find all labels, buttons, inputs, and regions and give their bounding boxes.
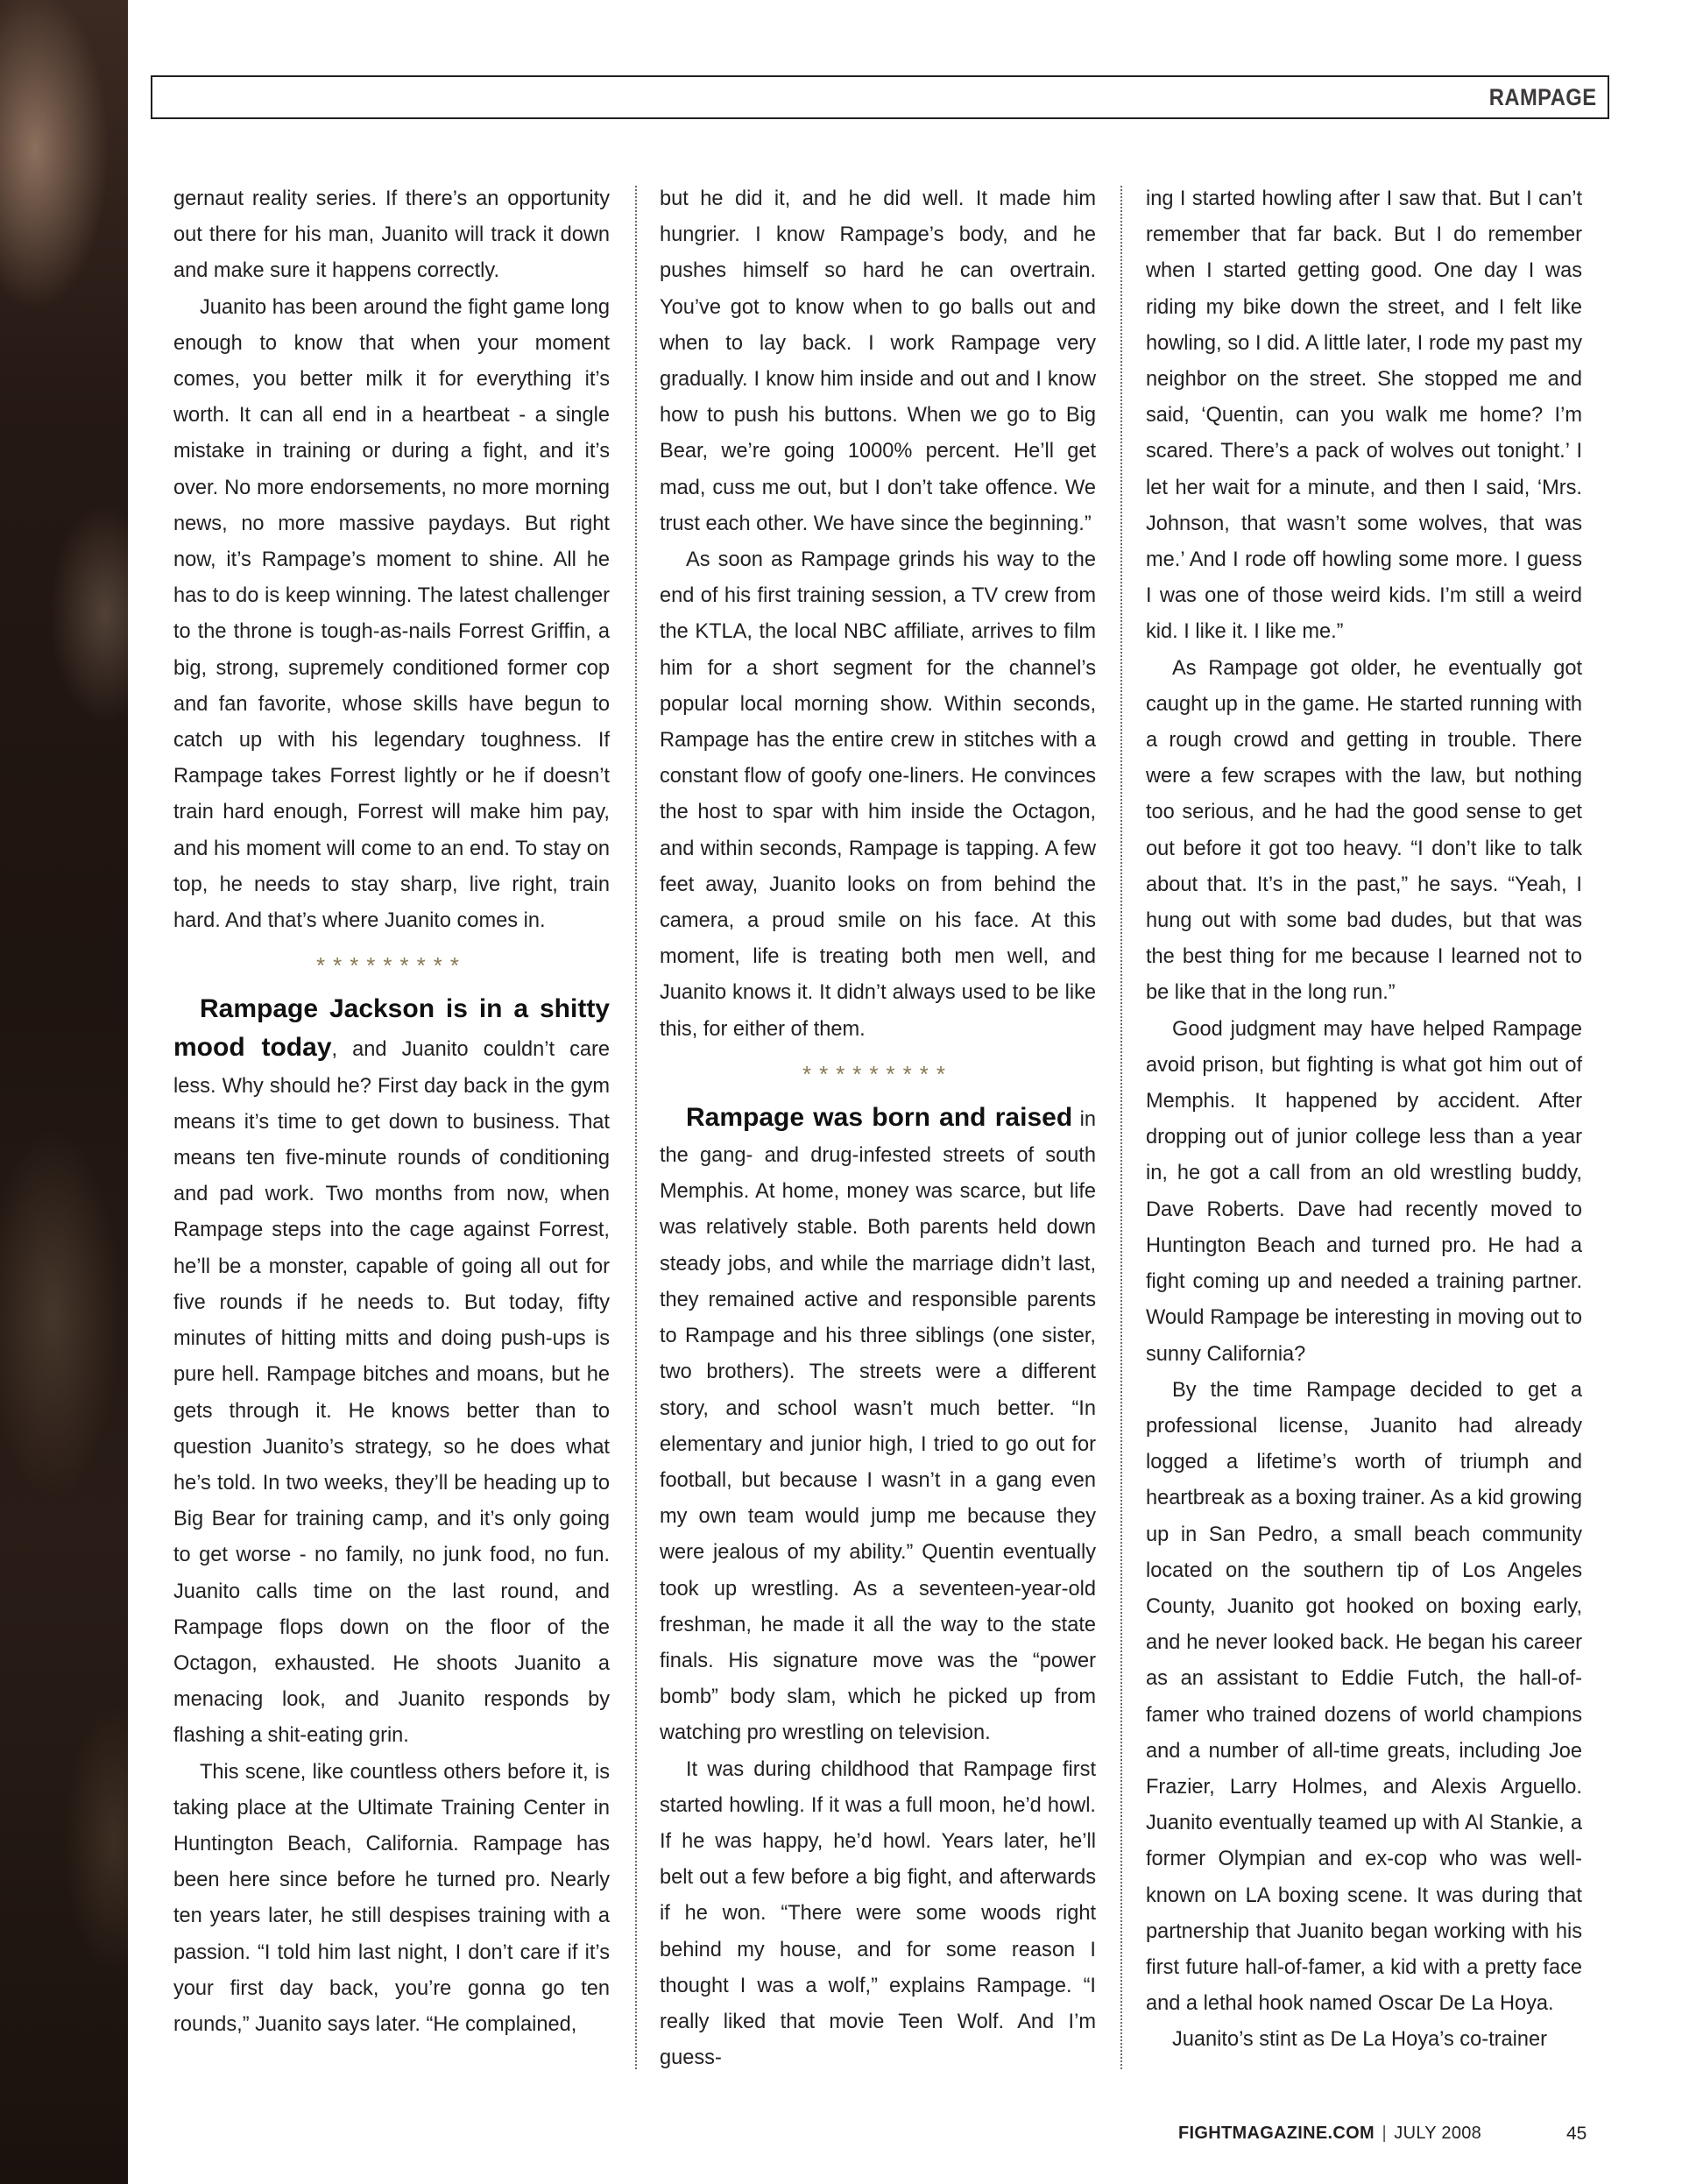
paragraph xyxy=(660,1099,1096,1752)
paragraph: ing I started howling after I saw that. But I can’t remember that far back. But I do remember when I started getting good. One day I was riding my bike down the street, and I felt like howling, so I did. A little later, I rode my past my neighbor on the street. She stopped me and said, ‘Quentin, can you walk me home? I’m scared. There’s a pack of wolves out tonight.’ I let her wait for a minute, and then I said, ‘Mrs. Johnson, that wasn’t some wolves, that was me.’ And I rode off howling some more. I guess I was one of those weird kids. I’m still a weird kid. I like it. I like me.” xyxy=(1146,187,1582,644)
section-title: RAMPAGE xyxy=(1489,84,1597,110)
paragraph: This scene, like countless others before it, is taking place at the Ultimate Training Center in Huntington Beach, California. Rampage has been here since before he turned pro. Nearly ten years later, he still despises training with a passion. “I told him last night, I don’t care if it’s your first day back, you’re gonna go ten rounds,” Juanito says later. “He complained, xyxy=(173,1760,610,2036)
paragraph: As Rampage got older, he eventually got caught up in the game. He started running with a rough crowd and getting in trouble. There were a few scrapes with the law, but nothing too serious, and he had the good sense to get out before it got too heavy. “I don’t like to talk about that. It’s in the past,” he says. “Yeah, I hung out with some bad dudes, but that was the best thing for me because I learned not to be like that in the long run.” xyxy=(1146,656,1582,1005)
column-divider xyxy=(635,186,637,2069)
column-divider xyxy=(1120,186,1122,2069)
footer-website: FIGHTMAGAZINE.COM xyxy=(1178,2124,1375,2143)
paragraph: As soon as Rampage grinds his way to the end of his first training session, a TV crew from the KTLA, the local NBC affiliate, arrives to film him for a short segment for the channel’s popular local morning show. Within seconds, Rampage has the entire crew in stitches with a constant flow of goofy one-liners. He convinces the host to spar with him inside the Octagon, and within seconds, Rampage is tapping. A few feet away, Juanito looks on from behind the camera, a proud smile on his face. At this moment, life is treating both men well, and Juanito knows it. It didn’t always used to be like this, for either of them. xyxy=(660,548,1096,1041)
lead-in-bold: Rampage was born and raised xyxy=(686,1102,1073,1132)
cover-photo-strip xyxy=(0,0,128,2184)
paragraph: Good judgment may have helped Rampage avoid prison, but fighting is what got him out of Memphis. It happened by accident. After dropping out of junior college less than a year in, he got a call from an old wrestling buddy, Dave Roberts. Dave had recently moved to Huntington Beach and turned pro. He had a fight coming up and needed a training partner. Would Rampage be interesting in moving out to sunny California? xyxy=(1146,1017,1582,1366)
paragraph: but he did it, and he did well. It made him hungrier. I know Rampage’s body, and he pushes himself so hard he can overtrain. You’ve got to know when to go balls out and when to lay back. I work Rampage very gradually. I know him inside and out and I know how to push his buttons. When we go to Big Bear, we’re going 1000% percent. He’ll get mad, cuss me out, but I don’t take offence. We trust each other. We have since the beginning.” xyxy=(660,187,1096,535)
page-number: 45 xyxy=(1566,2124,1587,2144)
article-column-3 xyxy=(1146,181,1582,2059)
section-header xyxy=(151,75,1609,119)
article-column-1 xyxy=(173,181,610,2043)
paragraph: gernaut reality series. If there’s an opportunity out there for his man, Juanito will track it down and make sure it happens correctly. xyxy=(173,187,610,283)
paragraph: It was during childhood that Rampage first started howling. If it was a full moon, he’d howl. If he was happy, he’d howl. Years later, he’ll belt out a few before a big fight, and afterwards if he won. “There were some woods right behind my house, and for some reason I thought I was a wolf,” explains Rampage. “I really liked that movie Teen Wolf. And I’m guess- xyxy=(660,1757,1096,2070)
paragraph: By the time Rampage decided to get a professional license, Juanito had already logged a lifetime’s worth of triumph and heartbreak as a boxing trainer. As a kid growing up in San Pedro, a small beach community located on the southern tip of Los Angeles County, Juanito got hooked on boxing early, and he never looked back. He began his career as an assistant to Eddie Futch, the hall-of-famer who trained dozens of world champions and a number of all-time greats, including Joe Frazier, Larry Holmes, and Alexis Arguello. Juanito eventually teamed up with Al Stankie, a former Olympian and ex-cop who was well-known on LA boxing scene. It was during that partnership that Juanito began working with his first future hall-of-famer, a kid with a pretty face and a lethal hook named Oscar De La Hoya. xyxy=(1146,1378,1582,2016)
paragraph-text: , and Juanito couldn’t care less. Why should he? First day back in the gym means it’s time to get down to business. That means ten five-minute rounds of conditioning and pad work. Two months from now, when Rampage steps into the cage against Forrest, he’ll be a monster, capable of going all out for five rounds if he needs to. But today, fifty minutes of hitting mitts and doing push-ups is pure hell. Rampage bitches and moans, but he gets through it. He knows better than to question Juanito’s strategy, so he does what he’s told. In two weeks, they’ll be heading up to Big Bear for training camp, and it’s only going to get worse - no family, no junk food, no fun. Juanito calls time on the last round, and Rampage flops down on the floor of the Octagon, exhausted. He shoots Juanito a menacing look, and Juanito responds by flashing a shit-eating grin. xyxy=(173,1038,610,1748)
page-footer xyxy=(1178,2124,1599,2144)
footer-separator: | xyxy=(1382,2124,1387,2143)
section-break-stars: ********* xyxy=(315,952,468,979)
footer-issue-date: JULY 2008 xyxy=(1394,2124,1482,2143)
lead-in-bold: Rampage Jackson is in a shitty mood today xyxy=(173,994,610,1063)
article-column-2 xyxy=(660,181,1096,2076)
section-break-stars: ********* xyxy=(802,1060,954,1087)
paragraph: Juanito’s stint as De La Hoya’s co-trainer xyxy=(1172,2028,1547,2052)
paragraph: Juanito has been around the fight game long enough to know that when your moment comes, you better milk it for everything it’s worth. It can all end in a heartbeat - a single mistake in training or during a fight, and it’s over. No more endorsements, no more morning news, no more massive paydays. But right now, it’s Rampage’s moment to shine. All he has to do is keep winning. The latest challenger to the throne is tough-as-nails Forrest Griffin, a big, strong, supremely conditioned former cop and fan favorite, whose skills have begun to catch up with his legendary toughness. If Rampage takes Forrest lightly or he if doesn’t train hard enough, Forrest will make him pay, and his moment will come to an end. To stay on top, he needs to stay sharp, live right, train hard. And that’s where Juanito comes in. xyxy=(173,295,610,933)
paragraph-text: in the gang- and drug-infested streets of south Memphis. At home, money was scarce, but life was relatively stable. Both parents held down steady jobs, and while the marriage didn’t last, they remained active and responsible parents to Rampage and his three siblings (one sister, two brothers). The streets were a different story, and school wasn’t much better. “In elementary and junior high, I tried to go out for football, but because I wasn’t in a gang even my own team would jump me because they were jealous of my ability.” Quentin eventually took up wrestling. As a seventeen-year-old freshman, he made it all the way to the state finals. His signature move was the “power bomb” body slam, which he picked up from watching pro wrestling on television. xyxy=(660,1107,1096,1745)
paragraph xyxy=(173,991,610,1754)
